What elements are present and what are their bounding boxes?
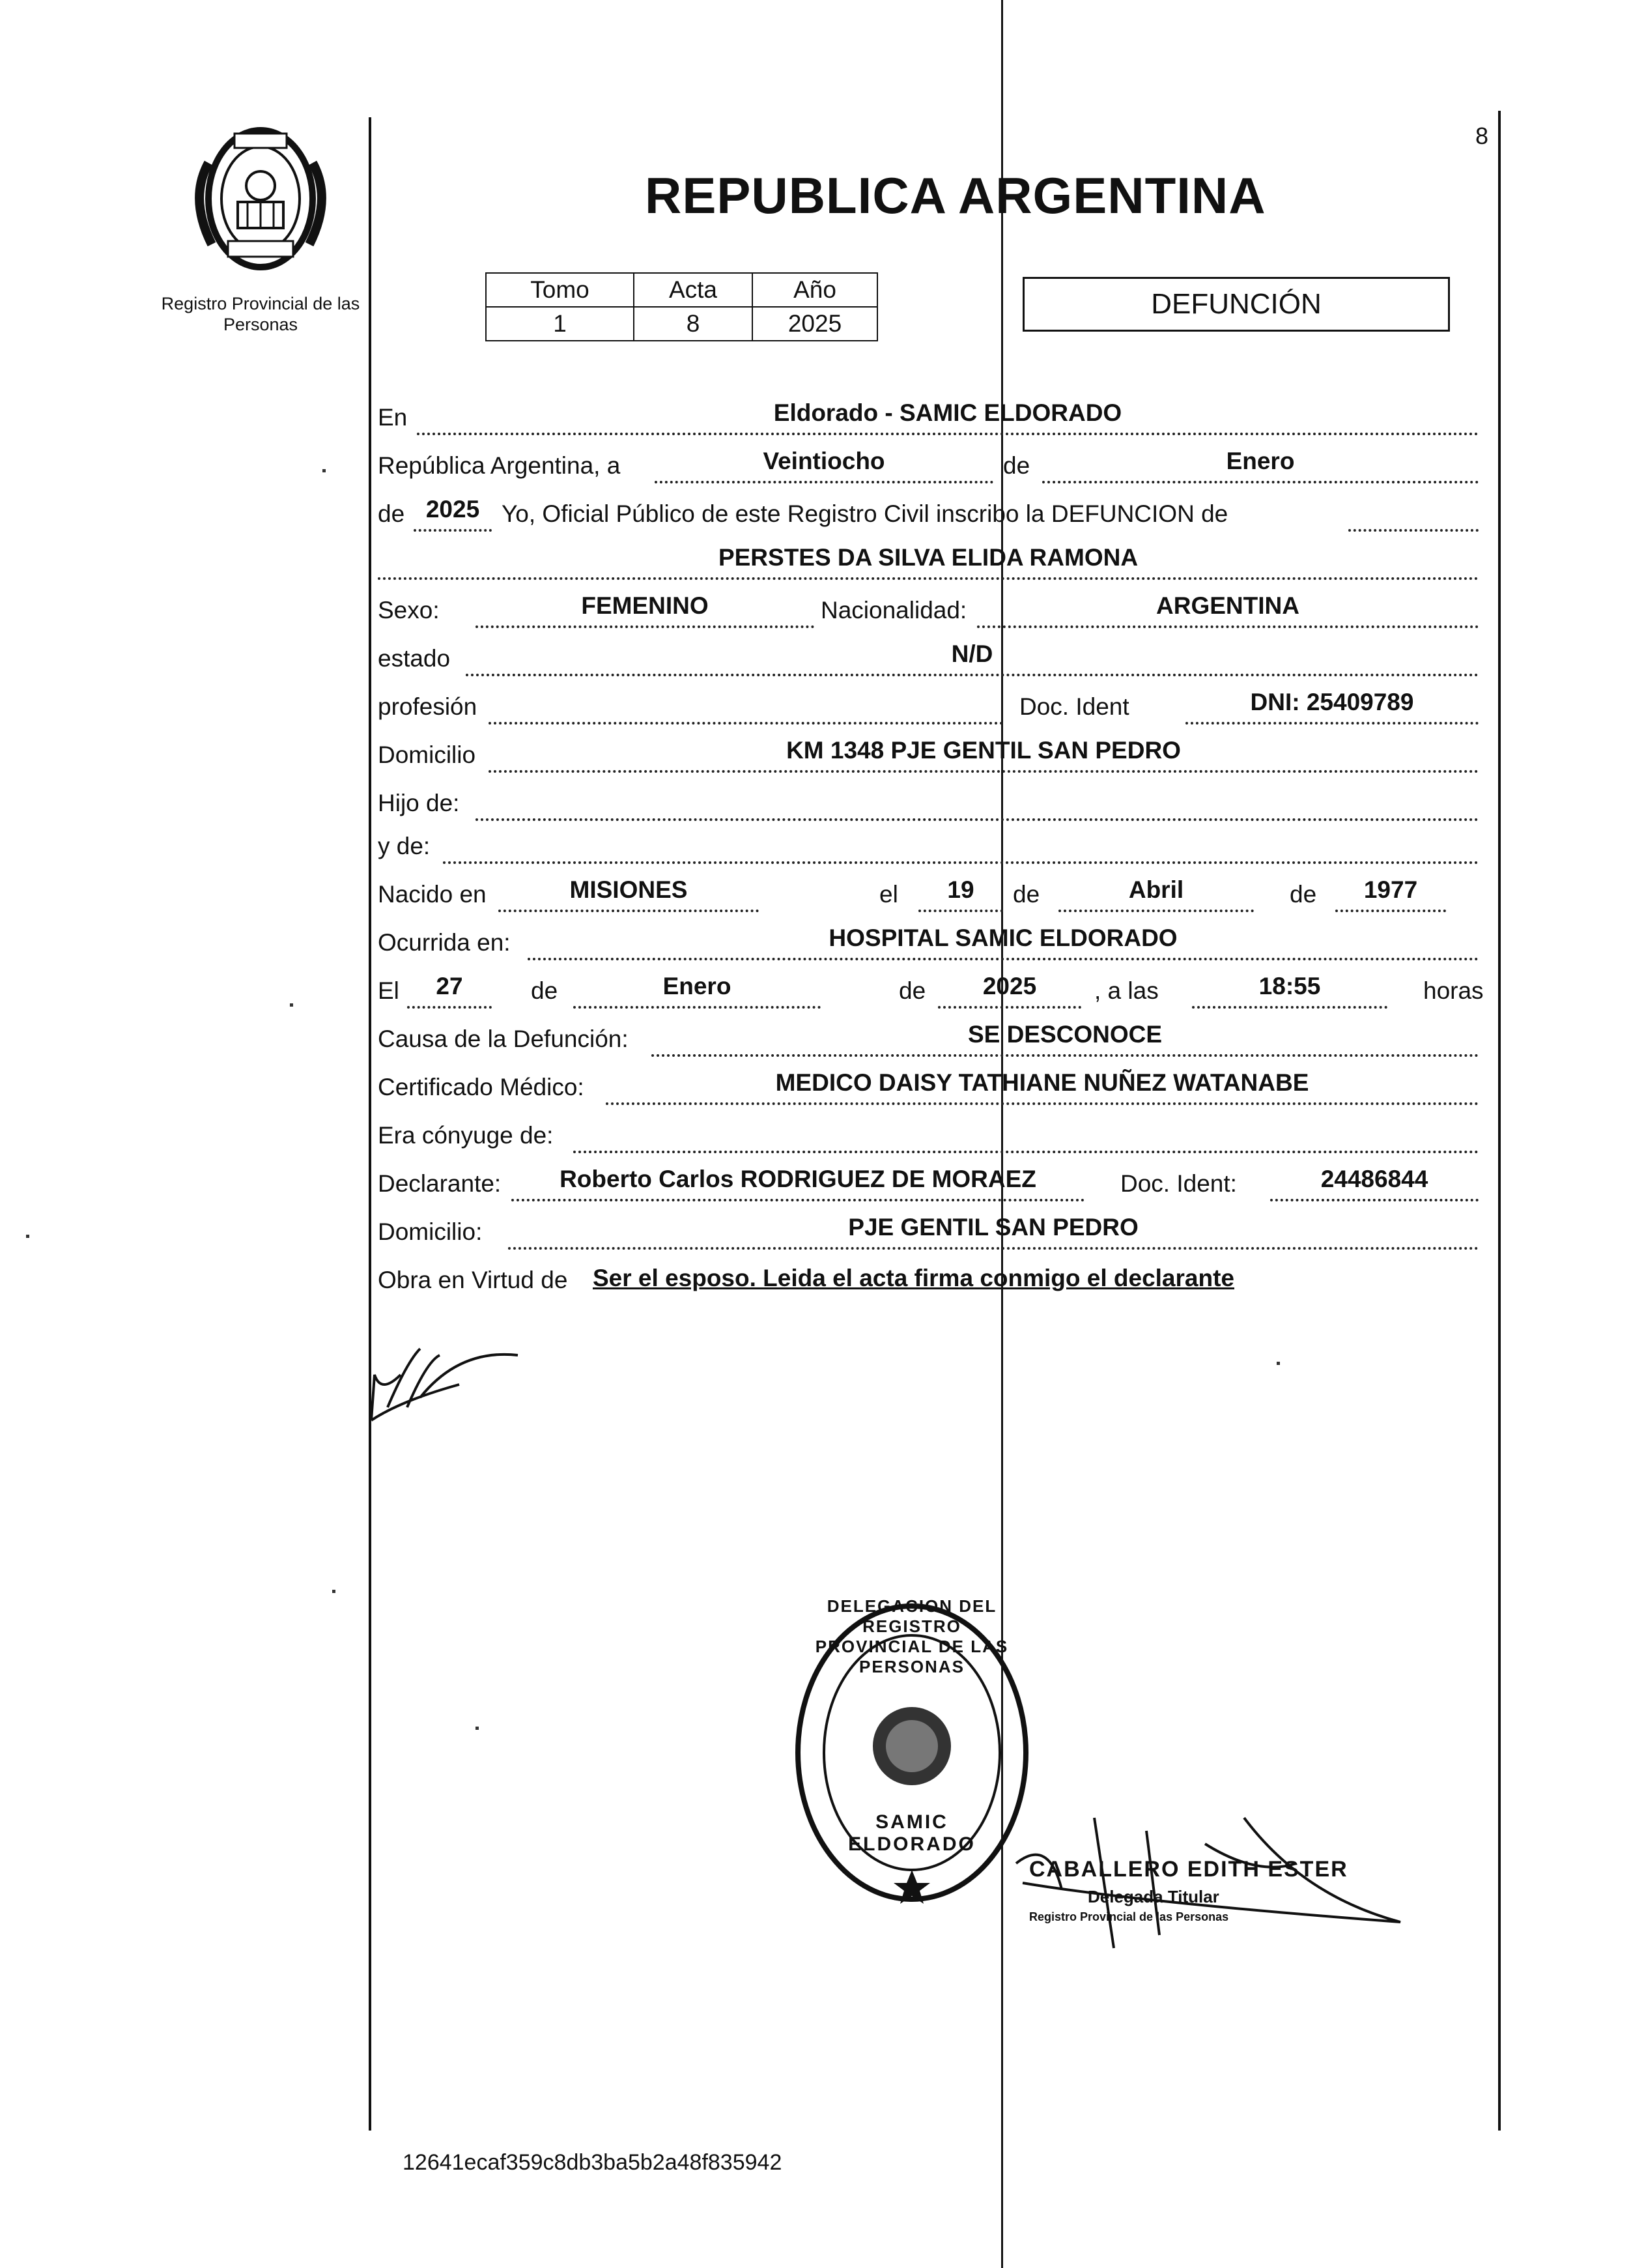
official-role: Delegada Titular (1088, 1887, 1219, 1906)
row-domicilio2 (378, 1211, 1479, 1250)
label-el-de2: de (899, 977, 926, 1004)
value-declarante: Roberto Carlos RODRIGUEZ DE MORAEZ (511, 1166, 1085, 1201)
row-declarante (378, 1162, 1479, 1201)
label-a-las: , a las (1094, 977, 1159, 1004)
row-y-de (378, 825, 1479, 864)
value-el-dia: 27 (407, 973, 492, 1009)
label-sexo: Sexo: (378, 597, 440, 624)
value-conyuge (573, 1118, 1479, 1153)
value-nacido-anio: 1977 (1335, 877, 1446, 912)
label-el: el (879, 881, 898, 908)
declarant-signature (362, 1336, 557, 1433)
value-day: Veintiocho (655, 448, 993, 483)
label-declarante: Declarante: (378, 1170, 502, 1197)
value-profesion (489, 689, 1003, 725)
value-tomo: 1 (486, 307, 634, 341)
value-nacido-mes: Abril (1058, 877, 1254, 912)
label-nacionalidad: Nacionalidad: (821, 597, 967, 624)
label-anio-de: de (378, 500, 405, 527)
value-nombre: PERSTES DA SILVA ELIDA RAMONA (378, 545, 1479, 580)
row-profesion (378, 685, 1479, 725)
label-declarante-doc: Doc. Ident: (1120, 1170, 1237, 1197)
label-nacido-de2: de (1290, 881, 1317, 908)
header-tomo: Tomo (486, 273, 634, 307)
row-fecha (378, 444, 1479, 483)
scan-speck (475, 1727, 479, 1730)
official-signature (1010, 1805, 1426, 1955)
label-ocurrida: Ocurrida en: (378, 929, 511, 956)
label-conyuge: Era cónyuge de: (378, 1122, 554, 1149)
row-conyuge (378, 1114, 1479, 1153)
value-doc-ident: DNI: 25409789 (1185, 689, 1479, 725)
label-certificado: Certificado Médico: (378, 1074, 584, 1100)
label-horas: horas (1423, 977, 1484, 1004)
scan-speck (322, 469, 326, 472)
value-month: Enero (1042, 448, 1479, 483)
value-sexo: FEMENINO (475, 593, 814, 628)
value-declarante-doc: 24486844 (1270, 1166, 1479, 1201)
official-name: CABALLERO EDITH ESTER (1029, 1857, 1348, 1882)
label-el-de1: de (531, 977, 558, 1004)
label-obra: Obra en Virtud de (378, 1267, 568, 1293)
value-hijo (475, 786, 1479, 821)
scan-speck (1277, 1362, 1280, 1365)
reference-table (485, 272, 878, 341)
header-anio: Año (752, 273, 877, 307)
label-el-fecha: El (378, 977, 399, 1004)
value-obra: Ser el esposo. Leida el acta firma conmigo el declarante (593, 1265, 1234, 1291)
value-nacido-dia: 19 (918, 877, 1003, 912)
stamp-inner-text: SAMIC ELDORADO (848, 1811, 976, 1855)
row-nombre (378, 541, 1479, 580)
document-hash: 12641ecaf359c8db3ba5b2a48f835942 (403, 2150, 782, 2175)
scan-speck (26, 1235, 29, 1238)
label-y-de: y de: (378, 833, 431, 859)
value-causa: SE DESCONOCE (651, 1022, 1479, 1057)
page-number: 8 (1475, 122, 1489, 149)
left-margin-rule (369, 117, 371, 2131)
value-domicilio2: PJE GENTIL SAN PEDRO (508, 1214, 1479, 1250)
value-anio: 2025 (752, 307, 877, 341)
value-nacionalidad: ARGENTINA (977, 593, 1479, 628)
province-logo (163, 124, 358, 274)
value-y-de (443, 829, 1479, 864)
row-causa (378, 1018, 1479, 1057)
row-hijo (378, 782, 1479, 821)
label-profesion: profesión (378, 693, 477, 720)
label-doc-ident: Doc. Ident (1019, 693, 1129, 720)
label-domicilio: Domicilio (378, 741, 476, 768)
stamp-outer-text: DELEGACION DEL REGISTRO PROVINCIAL DE LAS PERSONAS (815, 1596, 1009, 1676)
header-acta: Acta (634, 273, 752, 307)
official-stamp (788, 1596, 1036, 1909)
row-anio (378, 493, 1479, 532)
record-type-box: DEFUNCIÓN (1023, 277, 1450, 332)
row-nacido (378, 873, 1479, 912)
value-el-mes: Enero (573, 973, 821, 1009)
row-estado (378, 637, 1479, 676)
row-certificado (378, 1066, 1479, 1105)
value-certificado: MEDICO DAISY TATHIANE NUÑEZ WATANABE (606, 1070, 1479, 1105)
label-nacido: Nacido en (378, 881, 487, 908)
row-el (378, 969, 1485, 1009)
document-title: REPUBLICA ARGENTINA (645, 167, 1266, 224)
value-acta: 8 (634, 307, 752, 341)
value-hora: 18:55 (1192, 973, 1387, 1009)
label-domicilio2: Domicilio: (378, 1218, 483, 1245)
label-fecha: República Argentina, a (378, 452, 621, 479)
row-sexo (378, 589, 1479, 628)
label-hijo: Hijo de: (378, 790, 460, 816)
label-de: de (1003, 452, 1030, 479)
value-anio: 2025 (414, 496, 492, 532)
text-inscribo: Yo, Oficial Público de este Registro Civil inscribo la DEFUNCION de (502, 500, 1228, 527)
blank-anio-end (1348, 496, 1479, 532)
value-el-anio: 2025 (938, 973, 1081, 1009)
row-ocurrida (378, 921, 1479, 960)
official-org: Registro Provincial de las Personas (1029, 1910, 1229, 1923)
value-estado: N/D (466, 641, 1479, 676)
row-en (378, 396, 1479, 435)
agency-name: Registro Provincial de las Personas (161, 294, 360, 334)
label-nacido-de1: de (1013, 881, 1040, 908)
value-nacido-lugar: MISIONES (498, 877, 759, 912)
label-en: En (378, 404, 408, 431)
value-ocurrida: HOSPITAL SAMIC ELDORADO (528, 925, 1479, 960)
scan-speck (332, 1590, 335, 1593)
value-en: Eldorado - SAMIC ELDORADO (417, 400, 1479, 435)
value-domicilio: KM 1348 PJE GENTIL SAN PEDRO (489, 738, 1479, 773)
label-causa: Causa de la Defunción: (378, 1026, 629, 1052)
scan-speck (290, 1003, 293, 1007)
row-domicilio (378, 734, 1479, 773)
row-obra (378, 1259, 1479, 1298)
label-estado: estado (378, 645, 451, 672)
right-margin-rule (1498, 111, 1501, 2131)
